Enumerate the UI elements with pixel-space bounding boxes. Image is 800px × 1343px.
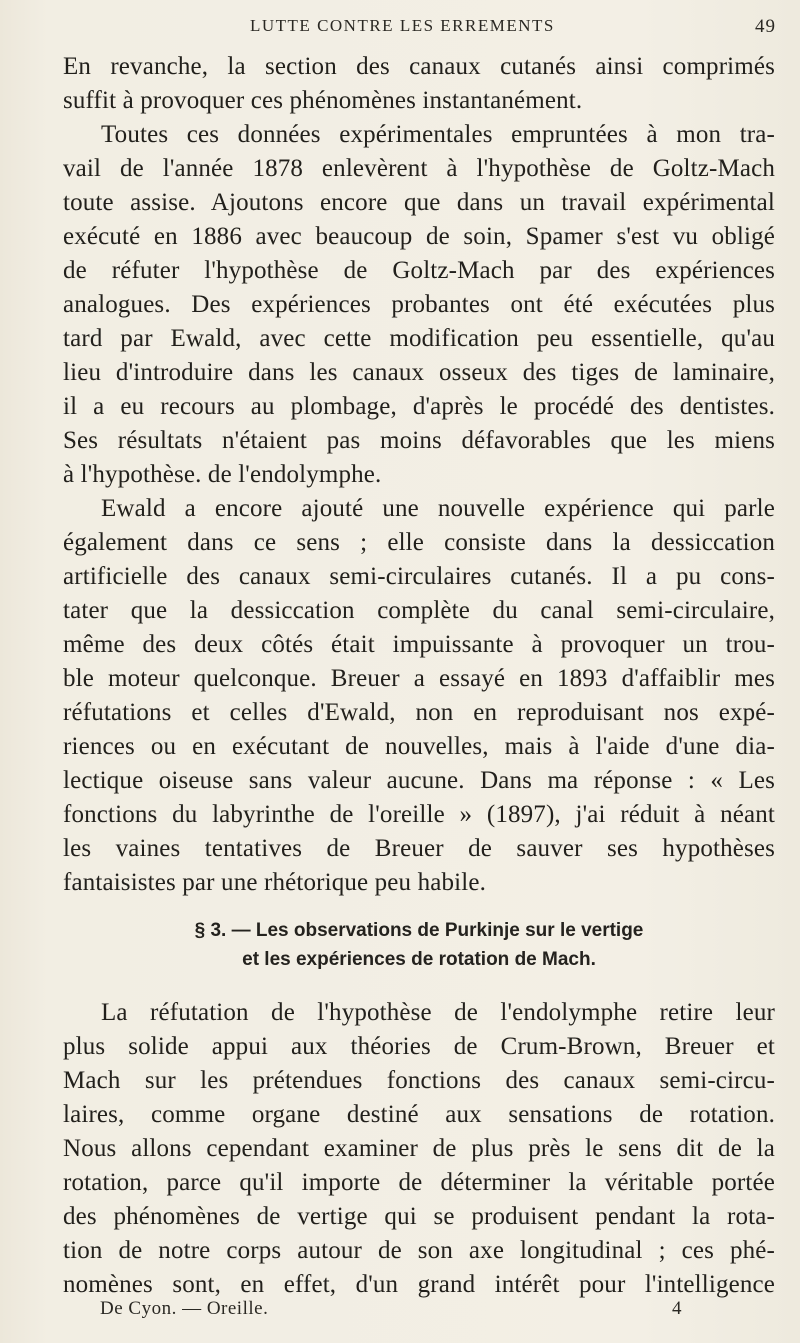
text-line: plus solide appui aux théories de Crum-Brown, Breuer et — [63, 1033, 775, 1060]
text-line: il a eu recours au plombage, d'après le procédé des dentistes. — [63, 393, 775, 420]
text-line: même des deux côtés était impuissante à provoquer un trou- — [63, 631, 775, 658]
text-line: rotation, parce qu'il importe de déterminer la véritable portée — [63, 1169, 775, 1196]
text-line: Mach sur les prétendues fonctions des canaux semi-circu- — [63, 1067, 775, 1094]
text-line: fonctions du labyrinthe de l'oreille » (1897), j'ai réduit à néant — [63, 801, 775, 828]
text-line: riences ou en exécutant de nouvelles, mais à l'aide d'une dia- — [63, 733, 775, 760]
paragraph-3 — [63, 492, 775, 900]
text-line: exécuté en 1886 avec beaucoup de soin, Spamer s'est vu obligé — [63, 223, 775, 250]
text-line: ble moteur quelconque. Breuer a essayé en 1893 d'affaiblir mes — [63, 665, 775, 692]
text-line: Ses résultats n'étaient pas moins défavorables que les miens — [63, 427, 775, 454]
text-line: lectique oiseuse sans valeur aucune. Dans ma réponse : « Les — [63, 767, 775, 794]
page-footer — [100, 1298, 770, 1328]
text-line: artificielle des canaux semi-circulaires cutanés. Il a pu cons- — [63, 563, 775, 590]
text-line: vail de l'année 1878 enlevèrent à l'hypothèse de Goltz-Mach — [63, 155, 775, 182]
text-line: En revanche, la section des canaux cutanés ainsi comprimés — [63, 53, 775, 80]
text-line: analogues. Des expériences probantes ont été exécutées plus — [63, 291, 775, 318]
text-line: nomènes sont, en effet, d'un grand intérêt pour l'intelligence — [63, 1271, 775, 1298]
text-line: laires, comme organe destiné aux sensations de rotation. — [63, 1101, 775, 1128]
text-line: de réfuter l'hypothèse de Goltz-Mach par des expériences — [63, 257, 775, 284]
paragraph-4 — [63, 996, 775, 1302]
text-line: tion de notre corps autour de son axe longitudinal ; ces phé- — [63, 1237, 775, 1264]
text-line: Toutes ces données expérimentales empruntées à mon tra- — [101, 121, 775, 148]
page-number: 49 — [755, 16, 776, 37]
text-line: suffit à provoquer ces phénomènes instantanément. — [63, 87, 583, 114]
text-line: tard par Ewald, avec cette modification peu essentielle, qu'au — [63, 325, 775, 352]
text-line: tater que la dessiccation complète du canal semi-circulaire, — [63, 597, 775, 624]
text-line: Nous allons cependant examiner de plus près le sens dit de la — [63, 1135, 775, 1162]
signature-mark: De Cyon. — Oreille. — [100, 1298, 269, 1319]
section-heading-line-1: § 3. — Les observations de Purkinje sur le vertige — [194, 920, 644, 941]
text-line: toute assise. Ajoutons encore que dans un travail expérimental — [63, 189, 775, 216]
section-heading — [63, 916, 775, 974]
text-line: à l'hypothèse. de l'endolymphe. — [63, 461, 382, 488]
paragraph-2 — [63, 118, 775, 492]
body-text — [63, 50, 775, 1302]
page-header — [110, 16, 780, 42]
text-line: Ewald a encore ajouté une nouvelle expérience qui parle — [101, 495, 775, 522]
running-title: LUTTE CONTRE LES ERREMENTS — [250, 16, 555, 35]
text-line: réfutations et celles d'Ewald, non en reproduisant nos expé- — [63, 699, 775, 726]
text-line: fantaisistes par une rhétorique peu habile. — [63, 869, 486, 896]
text-line: les vaines tentatives de Breuer de sauver ses hypothèses — [63, 835, 775, 862]
paragraph-1 — [63, 50, 775, 118]
text-line: également dans ce sens ; elle consiste dans la dessiccation — [63, 529, 775, 556]
text-line: La réfutation de l'hypothèse de l'endolymphe retire leur — [101, 999, 775, 1026]
text-line: des phénomènes de vertige qui se produisent pendant la rota- — [63, 1203, 775, 1230]
text-line: lieu d'introduire dans les canaux osseux des tiges de laminaire, — [63, 359, 775, 386]
section-heading-line-2: et les expériences de rotation de Mach. — [242, 949, 596, 970]
signature-number: 4 — [672, 1298, 682, 1319]
